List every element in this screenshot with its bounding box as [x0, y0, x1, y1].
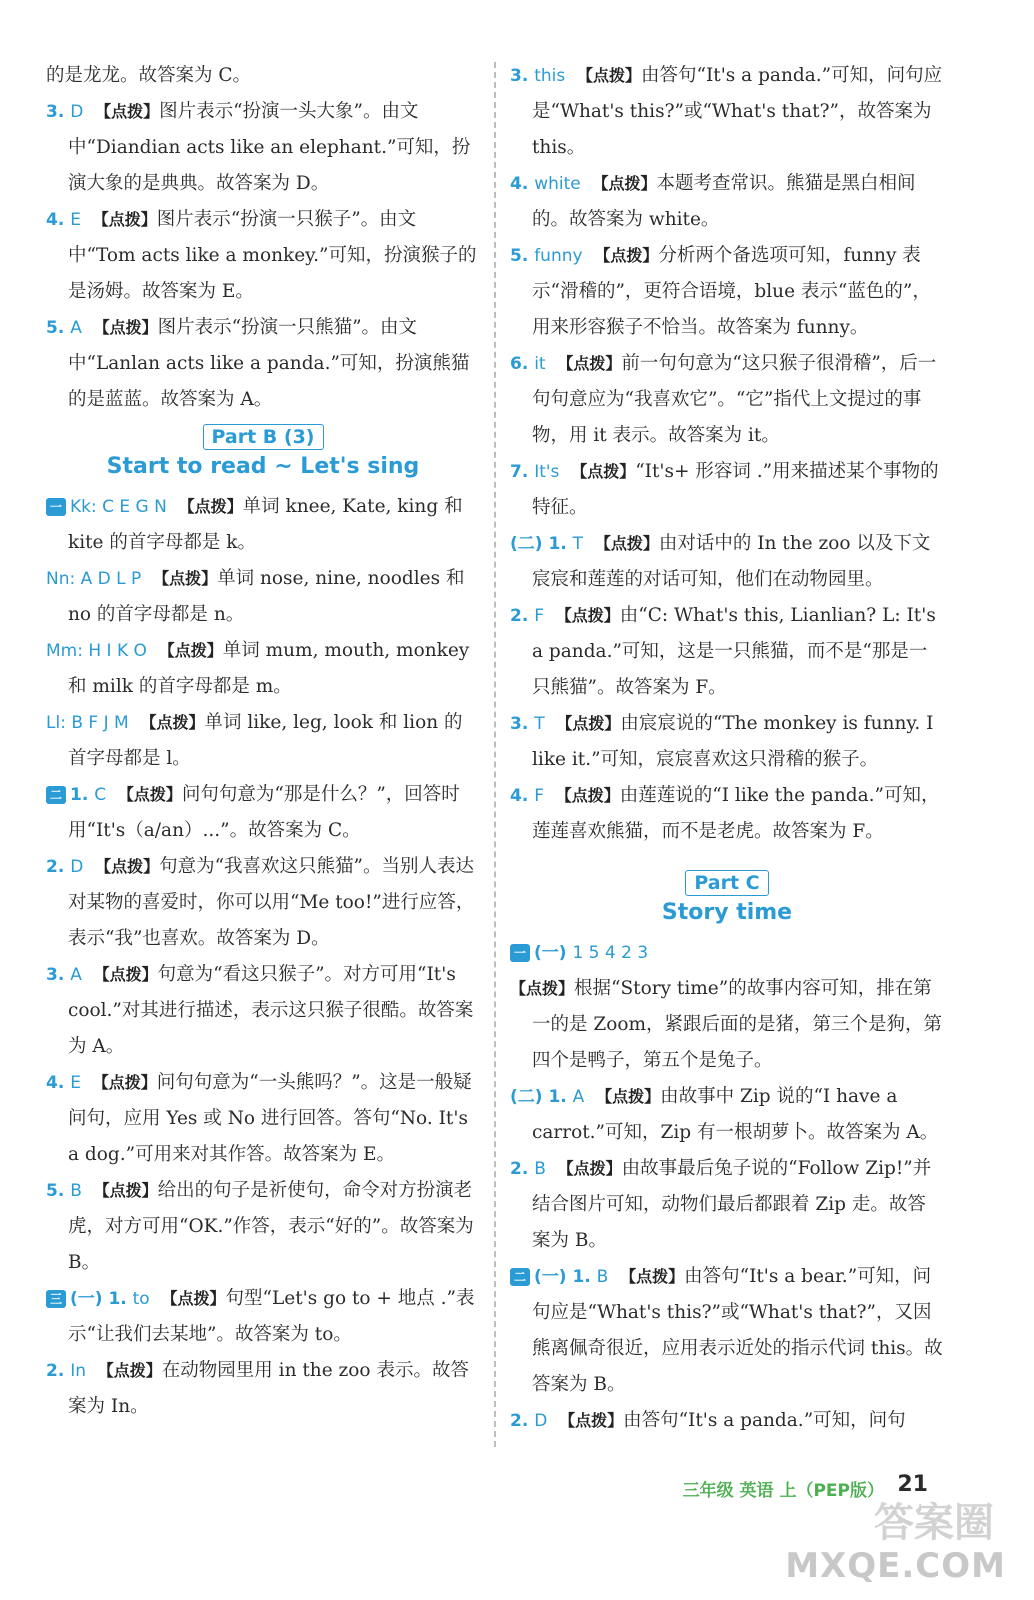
hint-tag: 【点拨】	[620, 1267, 685, 1286]
part-subtitle: Start to read ~ Let's sing	[106, 454, 420, 479]
answer-entry	[46, 777, 480, 849]
explanation-text: 图片表示“扮演一只猴子”。由文中“Tom acts like a monkey.”可知，扮演猴子的是汤姆。故答案为 E。	[68, 209, 477, 302]
answer-key: white	[534, 174, 581, 194]
question-number: 4.	[46, 1073, 65, 1093]
hint-tag: 【点拨】	[577, 66, 642, 85]
question-number: (一) 1.	[70, 1289, 127, 1309]
page-number: 21	[897, 1472, 928, 1497]
watermark-site: MXQE.COM	[785, 1546, 1006, 1586]
column-divider	[494, 62, 496, 1447]
question-number: (二) 1.	[510, 1087, 567, 1107]
answer-entry	[46, 957, 480, 1065]
question-number: 5.	[46, 318, 65, 338]
right-entries-top	[510, 58, 944, 850]
hint-tag: 【点拨】	[92, 1073, 157, 1092]
explanation-text: 单词 like, leg, look 和 lion 的首字母都是 l。	[68, 712, 463, 769]
explanation-text: 分析两个备选项可知，funny 表示“滑稽的”，更符合语境，blue 表示“蓝色的”，用来形容猴子不恰当。故答案为 funny。	[532, 245, 931, 338]
answer-entry	[510, 238, 944, 346]
hint-tag: 【点拨】	[557, 1159, 622, 1178]
hint-tag: 【点拨】	[153, 569, 218, 588]
hint-tag: 【点拨】	[559, 1411, 624, 1430]
hint-tag: 【点拨】	[117, 785, 182, 804]
question-number: 5.	[46, 1181, 65, 1201]
hint-tag: 【点拨】	[95, 102, 160, 121]
explanation-text: 由故事最后兔子说的“Follow Zip!”并结合图片可知，动物们最后都跟着 Zip 走。故答案为 B。	[532, 1158, 932, 1251]
answer-entry	[510, 778, 944, 850]
hint-tag: 【点拨】	[571, 462, 636, 481]
hint-tag: 【点拨】	[161, 1289, 226, 1308]
answer-key: It's	[534, 462, 560, 482]
hint-tag: 【点拨】	[594, 534, 659, 553]
explanation-text: 问句句意为“那是什么？”，回答时用“It's（a/an）...”。故答案为 C。	[68, 784, 460, 841]
answer-entry	[46, 1065, 480, 1173]
hint-tag: 【点拨】	[95, 857, 160, 876]
hint-tag: 【点拨】	[97, 1361, 162, 1380]
section-heading-part-b	[46, 424, 480, 479]
explanation-text: 由答句“It's a bear.”可知，问句应是“What's this?”或“What's that?”，又因熊离佩奇很近，应用表示近处的指示代词 this。故答案为 B。	[532, 1266, 943, 1395]
question-number: 2.	[46, 857, 65, 877]
answer-entry	[510, 1259, 944, 1403]
question-number: 1.	[70, 785, 89, 805]
right-entries-bottom	[510, 935, 944, 1439]
answer-key: Nn: A D L P	[46, 569, 142, 589]
explanation-text: 单词 nose, nine, noodles 和 no 的首字母都是 n。	[68, 568, 465, 625]
answer-key: C	[94, 785, 107, 805]
hint-tag: 【点拨】	[592, 174, 657, 193]
answer-key: funny	[534, 246, 583, 266]
answer-entry	[46, 1353, 480, 1425]
answer-key: E	[70, 210, 81, 230]
explanation-text: 由莲莲说的“I like the panda.”可知，莲莲喜欢熊猫，而不是老虎。故答案为 F。	[532, 785, 940, 842]
hint-tag: 【点拨】	[93, 965, 158, 984]
section-icon: 三	[46, 1290, 66, 1308]
question-number: 3.	[510, 714, 529, 734]
explanation-text: 句意为“我喜欢这只熊猫”。当别人表达对某物的喜爱时，你可以用“Me too!”进行应答，表示“我”也喜欢。故答案为 D。	[68, 856, 475, 949]
question-number: 7.	[510, 462, 529, 482]
hint-tag: 【点拨】	[555, 606, 620, 625]
answer-entry	[46, 1173, 480, 1281]
question-number: (二) 1.	[510, 534, 567, 554]
answer-key: D	[70, 857, 84, 877]
question-number: 5.	[510, 246, 529, 266]
answer-key: D	[534, 1411, 548, 1431]
section-icon: 一	[510, 944, 530, 962]
question-number: 6.	[510, 354, 529, 374]
answer-key: B	[70, 1181, 82, 1201]
section-heading-part-c	[510, 870, 944, 925]
answer-entry	[510, 935, 944, 971]
question-number: 2.	[510, 606, 529, 626]
left-entries-top	[46, 58, 480, 418]
answer-entry	[46, 561, 480, 633]
hint-tag: 【点拨】	[140, 713, 205, 732]
section-icon: 一	[46, 498, 66, 516]
hint-tag: 【点拨】	[557, 354, 622, 373]
explanation-text: 句意为“看这只猴子”。对方可用“It's cool.”对其进行描述，表示这只猴子很酷。故答案为 A。	[68, 964, 474, 1057]
answer-entry	[46, 849, 480, 957]
explanation-text: 由答句“It's a panda.”可知，问句	[623, 1410, 906, 1431]
answer-key: T	[572, 534, 584, 554]
answer-key: B	[596, 1267, 609, 1287]
answer-key: Ll: B F J M	[46, 713, 129, 733]
question-number: (一)	[534, 943, 567, 963]
answer-key: A	[70, 318, 82, 338]
explanation-text: 由对话中的 In the zoo 以及下文宸宸和莲莲的对话可知，他们在动物园里。	[532, 533, 931, 590]
explanation-text: 本题考查常识。熊猫是黑白相间的。故答案为 white。	[532, 173, 916, 230]
answer-key: In	[70, 1361, 86, 1381]
answer-entry	[510, 1151, 944, 1259]
explanation-text: 由故事中 Zip 说的“I have a carrot.”可知，Zip 有一根胡萝卜。故答案为 A。	[532, 1086, 939, 1143]
answer-entry	[510, 1079, 944, 1151]
answer-key: B	[534, 1159, 546, 1179]
watermark-logo: 答案圈	[874, 1500, 994, 1546]
explanation-text: 由宸宸说的“The monkey is funny. I like it.”可知，宸宸喜欢这只滑稽的猴子。	[532, 713, 934, 770]
answer-entry	[46, 94, 480, 202]
answer-entry	[510, 346, 944, 454]
answer-key: Mm: H I K O	[46, 641, 147, 661]
question-number: 3.	[46, 102, 65, 122]
answer-key: F	[534, 606, 544, 626]
answer-key: to	[132, 1289, 150, 1309]
explanation-text: “It's+ 形容词 .”用来描述某个事物的特征。	[532, 461, 939, 518]
answer-entry	[510, 58, 944, 166]
hint-tag: 【点拨】	[178, 497, 243, 516]
explanation-text: 单词 knee, Kate, king 和 kite 的首字母都是 k。	[68, 496, 463, 553]
answer-key: this	[534, 66, 566, 86]
hint-tag: 【点拨】	[556, 714, 621, 733]
answer-key: A	[70, 965, 82, 985]
answer-entry	[46, 1281, 480, 1353]
answer-key: E	[70, 1073, 81, 1093]
left-column	[46, 58, 480, 1425]
explanation-text: 图片表示“扮演一只熊猫”。由文中“Lanlan acts like a panda.”可知，扮演熊猫的是蓝蓝。故答案为 A。	[68, 317, 470, 410]
answer-key: A	[572, 1087, 585, 1107]
footer-grade-label: 三年级 英语 上（PEP版）	[682, 1481, 884, 1501]
answer-entry	[46, 58, 480, 94]
answer-entry	[46, 310, 480, 418]
question-number: 4.	[46, 210, 65, 230]
answer-entry	[510, 166, 944, 238]
explanation-text: 前一句句意为“这只猴子很滑稽”，后一句句意应为“我喜欢它”。“它”指代上文提过的事物，用 it 表示。故答案为 it。	[532, 353, 937, 446]
hint-tag: 【点拨】	[93, 318, 158, 337]
answer-entry	[510, 706, 944, 778]
answer-entry	[510, 526, 944, 598]
question-number: 2.	[46, 1361, 65, 1381]
part-label: Part C	[685, 870, 768, 896]
answer-entry	[510, 971, 944, 1079]
question-number: 3.	[510, 66, 529, 86]
explanation-text: 单词 mum, mouth, monkey 和 milk 的首字母都是 m。	[68, 640, 470, 697]
explanation-text: 由“C: What's this, Lianlian? L: It's a panda.”可知，这是一只熊猫，而不是“那是一只熊猫”。故答案为 F。	[532, 605, 936, 698]
answer-entry	[510, 598, 944, 706]
answer-entry	[510, 454, 944, 526]
question-number: 2.	[510, 1159, 529, 1179]
answer-entry	[510, 1403, 944, 1439]
answer-key: F	[534, 786, 544, 806]
hint-tag: 【点拨】	[158, 641, 223, 660]
answer-entry	[46, 633, 480, 705]
left-entries-bottom	[46, 489, 480, 1425]
hint-tag: 【点拨】	[596, 1087, 661, 1106]
right-column	[510, 58, 944, 1439]
question-number: 4.	[510, 786, 529, 806]
answer-key: D	[70, 102, 84, 122]
question-number: 3.	[46, 965, 65, 985]
hint-tag: 【点拨】	[93, 1181, 158, 1200]
answer-key: it	[534, 354, 546, 374]
part-label: Part B (3)	[203, 424, 324, 450]
answer-entry	[46, 202, 480, 310]
question-number: 4.	[510, 174, 529, 194]
answer-key: T	[534, 714, 545, 734]
section-icon: 二	[46, 786, 66, 804]
answer-entry	[46, 705, 480, 777]
question-number: 2.	[510, 1411, 529, 1431]
part-subtitle: Story time	[661, 900, 793, 925]
explanation-text: 在动物园里用 in the zoo 表示。故答案为 In。	[68, 1360, 469, 1417]
explanation-text: 问句句意为“一头熊吗？”。这是一般疑问句，应用 Yes 或 No 进行回答。答句“No. It's a dog.”可用来对其作答。故答案为 E。	[68, 1072, 472, 1165]
explanation-text: 图片表示“扮演一头大象”。由文中“Diandian acts like an elephant.”可知，扮演大象的是典典。故答案为 D。	[68, 101, 471, 194]
explanation-text: 根据“Story time”的故事内容可知，排在第一的是 Zoom，紧跟后面的是猪，第三个是狗，第四个是鸭子，第五个是兔子。	[532, 978, 943, 1071]
question-number: (一) 1.	[534, 1267, 591, 1287]
section-icon: 二	[510, 1268, 530, 1286]
explanation-text: 的是龙龙。故答案为 C。	[46, 65, 252, 86]
hint-tag: 【点拨】	[594, 246, 659, 265]
explanation-text: 由答句“It's a panda.”可知，问句应是“What's this?”或“What's that?”，故答案为 this。	[532, 65, 943, 158]
hint-tag: 【点拨】	[510, 979, 575, 998]
explanation-text: 给出的句子是祈使句，命令对方扮演老虎，对方可用“OK.”作答，表示“好的”。故答案为 B。	[68, 1180, 474, 1273]
explanation-text: 句型“Let's go to + 地点 .”表示“让我们去某地”。故答案为 to。	[68, 1288, 475, 1345]
answer-key: 1 5 4 2 3	[572, 943, 649, 963]
hint-tag: 【点拨】	[92, 210, 157, 229]
answer-entry	[46, 489, 480, 561]
answer-key: Kk: C E G N	[70, 497, 167, 517]
hint-tag: 【点拨】	[555, 786, 620, 805]
